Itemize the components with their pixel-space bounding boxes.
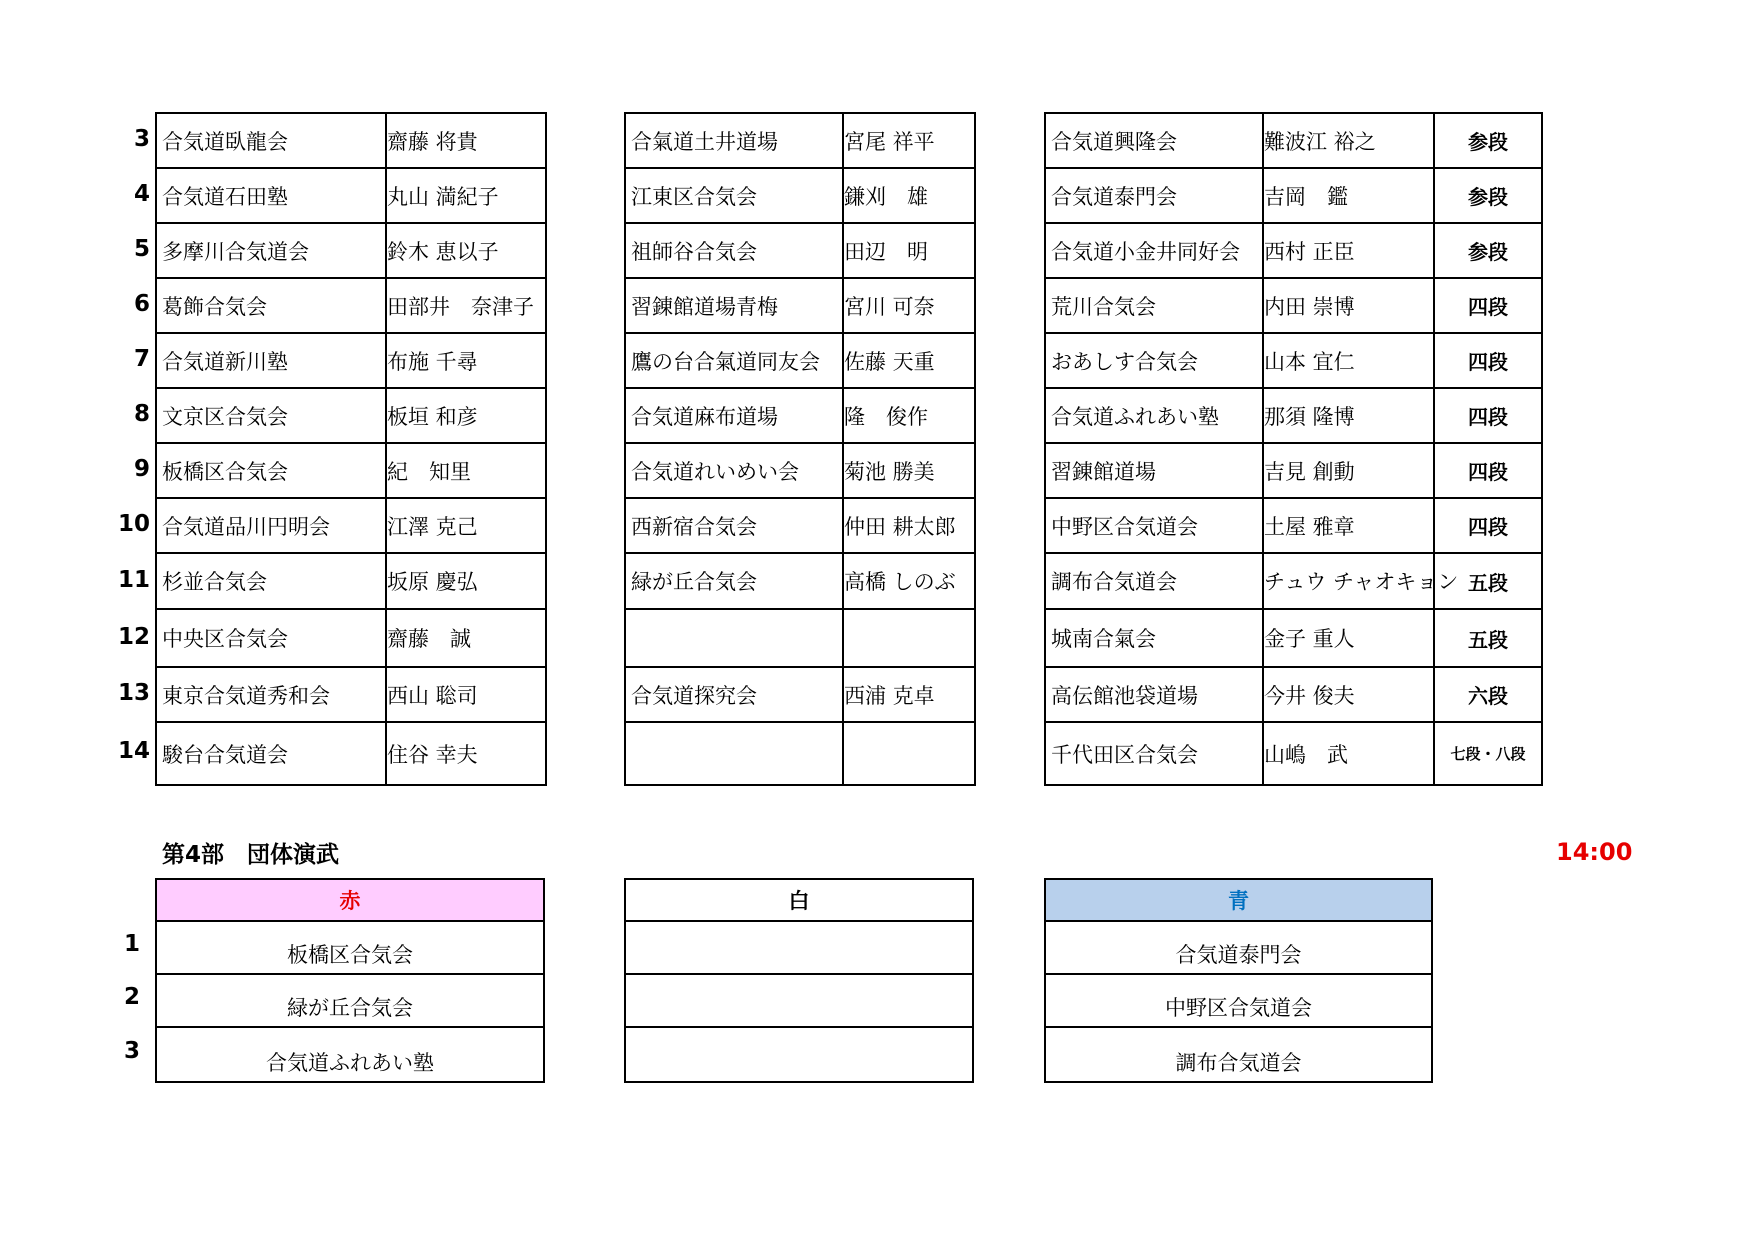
name-cell: 西村 正臣	[1263, 223, 1434, 278]
name-cell: 吉見 創動	[1263, 443, 1434, 498]
name-cell: 齋藤 将貴	[386, 113, 546, 168]
table-row	[1045, 223, 1542, 278]
name-cell: 西浦 克卓	[843, 667, 975, 722]
table-row	[1045, 113, 1542, 168]
dojo-cell: 千代田区合気会	[1045, 722, 1263, 785]
name-cell: 仲田 耕太郎	[843, 498, 975, 553]
name-cell: 菊池 勝美	[843, 443, 975, 498]
participant-table-1	[155, 112, 547, 786]
dojo-cell: 多摩川合気道会	[156, 223, 386, 278]
table-row	[1045, 498, 1542, 553]
dojo-cell: 西新宿合気会	[625, 498, 843, 553]
name-cell: 齋藤 誠	[386, 609, 546, 667]
table-row	[625, 388, 975, 443]
team-header-white: 白	[625, 879, 973, 921]
name-cell: チュウ チャオキョン	[1263, 553, 1434, 609]
rank-cell: 参段	[1434, 168, 1542, 223]
team-cell	[625, 974, 973, 1027]
team-table-blue	[1044, 878, 1433, 1083]
name-cell: 山嶋 武	[1263, 722, 1434, 785]
team-cell: 調布合気道会	[1045, 1027, 1432, 1082]
team-row-number: 2	[123, 984, 140, 1010]
dojo-cell: 習錬館道場青梅	[625, 278, 843, 333]
name-cell: 山本 宜仁	[1263, 333, 1434, 388]
team-cell: 板橋区合気会	[156, 921, 544, 974]
table-row	[156, 443, 546, 498]
name-cell: 布施 千尋	[386, 333, 546, 388]
row-number: 13	[117, 680, 150, 706]
name-cell: 住谷 幸夫	[386, 722, 546, 785]
dojo-cell	[625, 722, 843, 785]
row-number: 8	[133, 401, 150, 427]
team-cell	[625, 1027, 973, 1082]
dojo-cell: 中央区合気会	[156, 609, 386, 667]
row-number: 4	[133, 181, 150, 207]
row-number: 12	[117, 624, 150, 650]
table-row	[625, 278, 975, 333]
table-row	[156, 168, 546, 223]
row-number: 3	[133, 126, 150, 152]
rank-cell: 六段	[1434, 667, 1542, 722]
rank-cell: 四段	[1434, 278, 1542, 333]
name-cell: 土屋 雅章	[1263, 498, 1434, 553]
table-row	[156, 388, 546, 443]
dojo-cell: 合気道泰門会	[1045, 168, 1263, 223]
table-row	[1045, 553, 1542, 609]
table-row	[1045, 609, 1542, 667]
name-cell: 板垣 和彦	[386, 388, 546, 443]
table-row	[156, 722, 546, 785]
table-row	[625, 443, 975, 498]
dojo-cell	[625, 609, 843, 667]
participant-table-2	[624, 112, 976, 786]
team-row-number: 1	[123, 931, 140, 957]
rank-cell: 四段	[1434, 443, 1542, 498]
row-number: 14	[117, 738, 150, 764]
dojo-cell: 城南合氣会	[1045, 609, 1263, 667]
dojo-cell: 合氣道土井道場	[625, 113, 843, 168]
rank-cell: 五段	[1434, 609, 1542, 667]
table-row	[625, 722, 975, 785]
dojo-cell: 荒川合気会	[1045, 278, 1263, 333]
name-cell: 鈴木 恵以子	[386, 223, 546, 278]
dojo-cell: 鷹の台合氣道同友会	[625, 333, 843, 388]
table-row	[1045, 443, 1542, 498]
dojo-cell: 東京合気道秀和会	[156, 667, 386, 722]
team-header-red: 赤	[156, 879, 544, 921]
name-cell: 宮尾 祥平	[843, 113, 975, 168]
name-cell: 隆 俊作	[843, 388, 975, 443]
name-cell: 高橋 しのぶ	[843, 553, 975, 609]
name-cell: 佐藤 天重	[843, 333, 975, 388]
row-number: 10	[117, 511, 150, 537]
name-cell	[843, 722, 975, 785]
table-row	[625, 223, 975, 278]
table-row	[625, 553, 975, 609]
table-row	[625, 498, 975, 553]
name-cell: 金子 重人	[1263, 609, 1434, 667]
name-cell: 坂原 慶弘	[386, 553, 546, 609]
row-number: 7	[133, 346, 150, 372]
dojo-cell: 杉並合気会	[156, 553, 386, 609]
name-cell: 紀 知里	[386, 443, 546, 498]
table-row	[625, 609, 975, 667]
rank-cell: 参段	[1434, 223, 1542, 278]
table-row	[156, 223, 546, 278]
dojo-cell: 合気道品川円明会	[156, 498, 386, 553]
team-cell: 合気道ふれあい塾	[156, 1027, 544, 1082]
rank-cell: 四段	[1434, 498, 1542, 553]
section-title: 第4部 団体演武	[162, 842, 340, 868]
team-cell: 緑が丘合気会	[156, 974, 544, 1027]
dojo-cell: 葛飾合気会	[156, 278, 386, 333]
row-number: 11	[117, 567, 150, 593]
dojo-cell: 板橋区合気会	[156, 443, 386, 498]
name-cell: 鎌刈 雄	[843, 168, 975, 223]
team-row-number: 3	[123, 1038, 140, 1064]
dojo-cell: 文京区合気会	[156, 388, 386, 443]
dojo-cell: 合気道新川塾	[156, 333, 386, 388]
name-cell: 難波江 裕之	[1263, 113, 1434, 168]
table-row	[156, 553, 546, 609]
rank-cell: 七段・八段	[1434, 722, 1542, 785]
team-cell: 合気道泰門会	[1045, 921, 1432, 974]
team-cell	[625, 921, 973, 974]
table-row	[156, 667, 546, 722]
name-cell: 丸山 満紀子	[386, 168, 546, 223]
name-cell: 那須 隆博	[1263, 388, 1434, 443]
table-row	[156, 333, 546, 388]
team-table-white	[624, 878, 974, 1083]
table-row	[156, 498, 546, 553]
rank-cell: 五段	[1434, 553, 1542, 609]
dojo-cell: 調布合気道会	[1045, 553, 1263, 609]
table-row	[625, 168, 975, 223]
dojo-cell: 合気道臥龍会	[156, 113, 386, 168]
row-number: 9	[133, 456, 150, 482]
participant-table-3	[1044, 112, 1543, 786]
table-row	[1045, 667, 1542, 722]
name-cell: 江澤 克己	[386, 498, 546, 553]
dojo-cell: おあしす合気会	[1045, 333, 1263, 388]
dojo-cell: 習錬館道場	[1045, 443, 1263, 498]
section-time: 14:00	[1556, 838, 1633, 866]
dojo-cell: 合気道探究会	[625, 667, 843, 722]
table-row	[1045, 278, 1542, 333]
dojo-cell: 江東区合気会	[625, 168, 843, 223]
name-cell: 今井 俊夫	[1263, 667, 1434, 722]
name-cell: 田部井 奈津子	[386, 278, 546, 333]
name-cell: 田辺 明	[843, 223, 975, 278]
dojo-cell: 高伝館池袋道場	[1045, 667, 1263, 722]
table-row	[156, 113, 546, 168]
dojo-cell: 合気道小金井同好会	[1045, 223, 1263, 278]
table-row	[156, 609, 546, 667]
name-cell: 西山 聡司	[386, 667, 546, 722]
dojo-cell: 駿台合気道会	[156, 722, 386, 785]
dojo-cell: 祖師谷合気会	[625, 223, 843, 278]
table-row	[1045, 388, 1542, 443]
name-cell: 吉岡 鑑	[1263, 168, 1434, 223]
table-row	[1045, 722, 1542, 785]
table-row	[625, 333, 975, 388]
rank-cell: 四段	[1434, 388, 1542, 443]
dojo-cell: 合気道れいめい会	[625, 443, 843, 498]
name-cell: 内田 崇博	[1263, 278, 1434, 333]
row-number: 5	[133, 236, 150, 262]
name-cell: 宮川 可奈	[843, 278, 975, 333]
table-row	[1045, 168, 1542, 223]
team-cell: 中野区合気道会	[1045, 974, 1432, 1027]
table-row	[156, 278, 546, 333]
row-number: 6	[133, 291, 150, 317]
dojo-cell: 中野区合気道会	[1045, 498, 1263, 553]
rank-cell: 四段	[1434, 333, 1542, 388]
table-row	[1045, 333, 1542, 388]
dojo-cell: 合気道ふれあい塾	[1045, 388, 1263, 443]
team-table-red	[155, 878, 545, 1083]
name-cell	[843, 609, 975, 667]
table-row	[625, 113, 975, 168]
dojo-cell: 合気道興隆会	[1045, 113, 1263, 168]
table-row	[625, 667, 975, 722]
rank-cell: 参段	[1434, 113, 1542, 168]
dojo-cell: 合気道麻布道場	[625, 388, 843, 443]
dojo-cell: 緑が丘合気会	[625, 553, 843, 609]
dojo-cell: 合気道石田塾	[156, 168, 386, 223]
team-header-blue: 青	[1045, 879, 1432, 921]
